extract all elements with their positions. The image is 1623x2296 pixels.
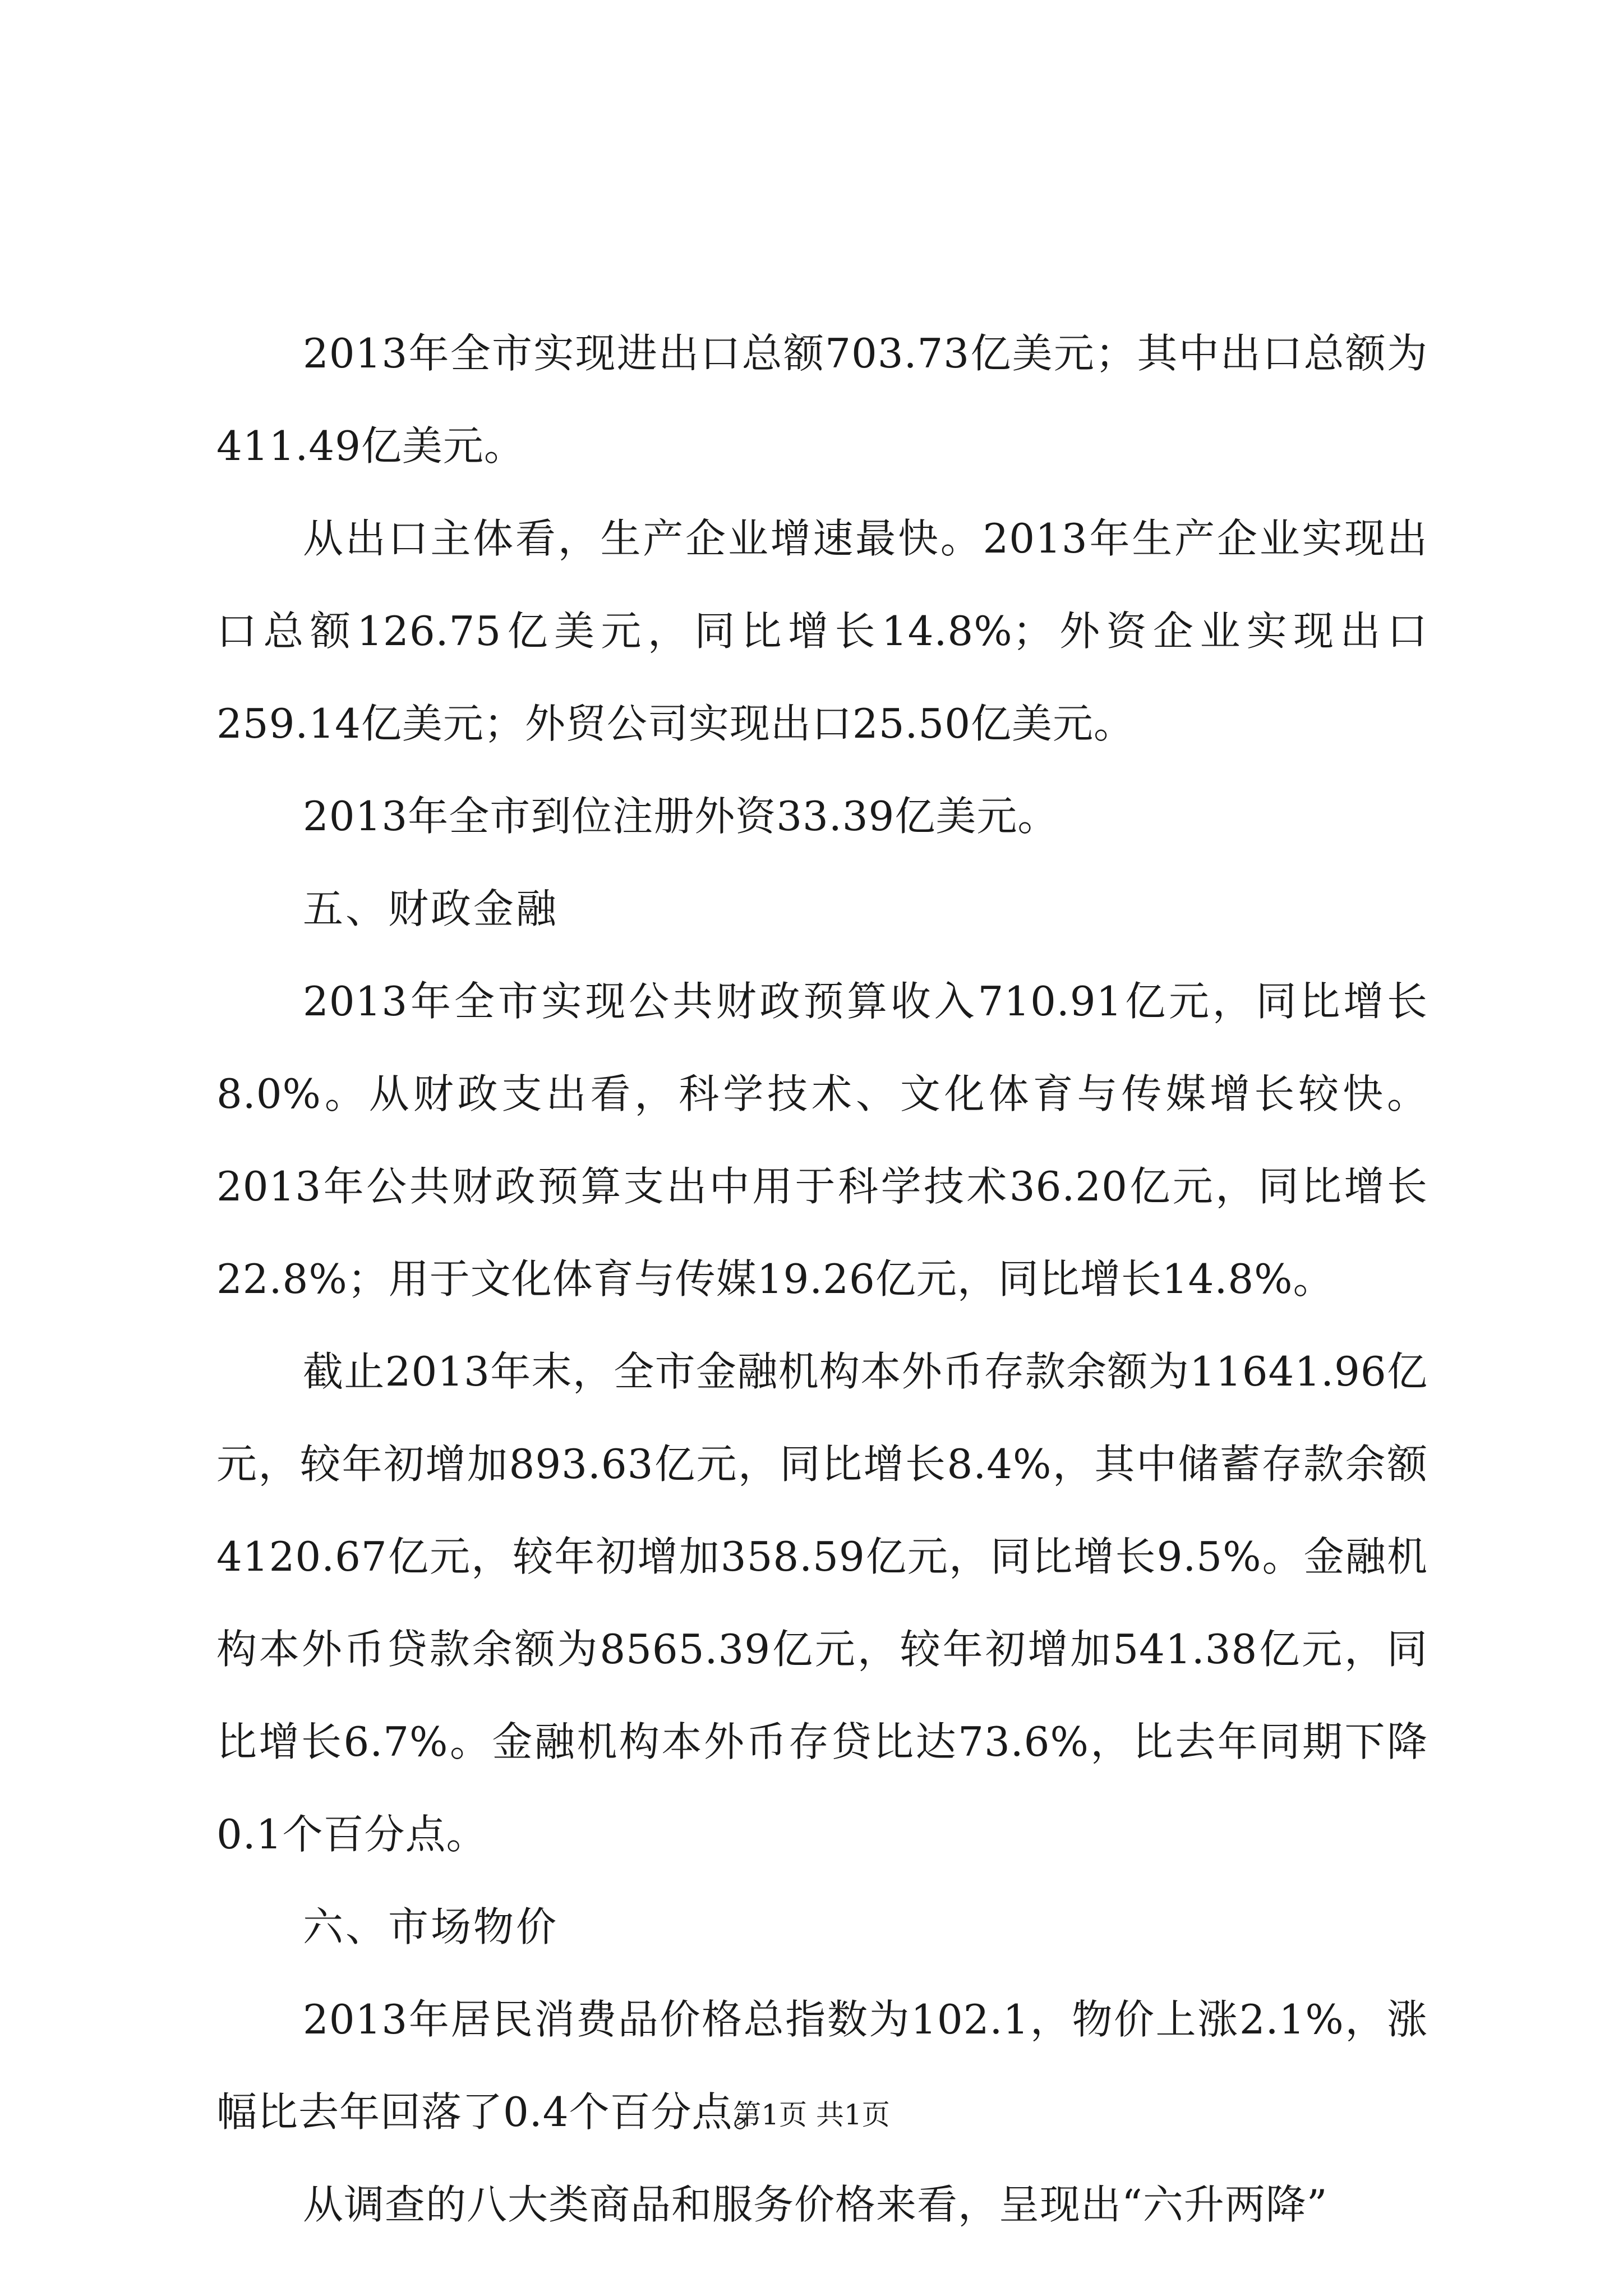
- paragraph-cpi: 2013年居民消费品价格总指数为102.1，物价上涨2.1%，涨幅比去年回落了0.4个百分点。: [216, 1996, 1428, 2136]
- document-body: [216, 307, 1428, 2251]
- paragraph-fiscal: 2013年全市实现公共财政预算收入710.91亿元，同比增长8.0%。从财政支出看，科学技术、文化体育与传媒增长较快。2013年公共财政预算支出中用于科学技术36.20亿元，同比增长22.8%；用于文化体育与传媒19.26亿元，同比增长14.8%。: [216, 978, 1428, 1303]
- paragraph-finance: 截止2013年末，全市金融机构本外币存款余额为11641.96亿元，较年初增加893.63亿元，同比增长8.4%，其中储蓄存款余额4120.67亿元，较年初增加358.59亿元，同比增长9.5%。金融机构本外币贷款余额为8565.39亿元，较年初增加541.38亿元，同比增长6.7%。金融机构本外币存贷比达73.6%，比去年同期下降0.1个百分点。: [216, 1348, 1428, 1858]
- paragraph-foreign-capital: 2013年全市到位注册外资33.39亿美元。: [303, 793, 1059, 840]
- paragraph-trade-total: 2013年全市实现进出口总额703.73亿美元；其中出口总额为411.49亿美元。: [216, 330, 1428, 470]
- section-heading-finance: 五、财政金融: [303, 885, 559, 932]
- section-heading-market-prices: 六、市场物价: [303, 1903, 559, 1950]
- paragraph-export-entities: 从出口主体看，生产企业增速最快。2013年生产企业实现出口总额126.75亿美元，同比增长14.8%；外资企业实现出口259.14亿美元；外贸公司实现出口25.50亿美元。: [216, 515, 1428, 747]
- page-footer: 第1页 共1页: [733, 2099, 890, 2131]
- paragraph-price-categories: 从调查的八大类商品和服务价格来看，呈现出“六升两降”: [303, 2181, 1328, 2228]
